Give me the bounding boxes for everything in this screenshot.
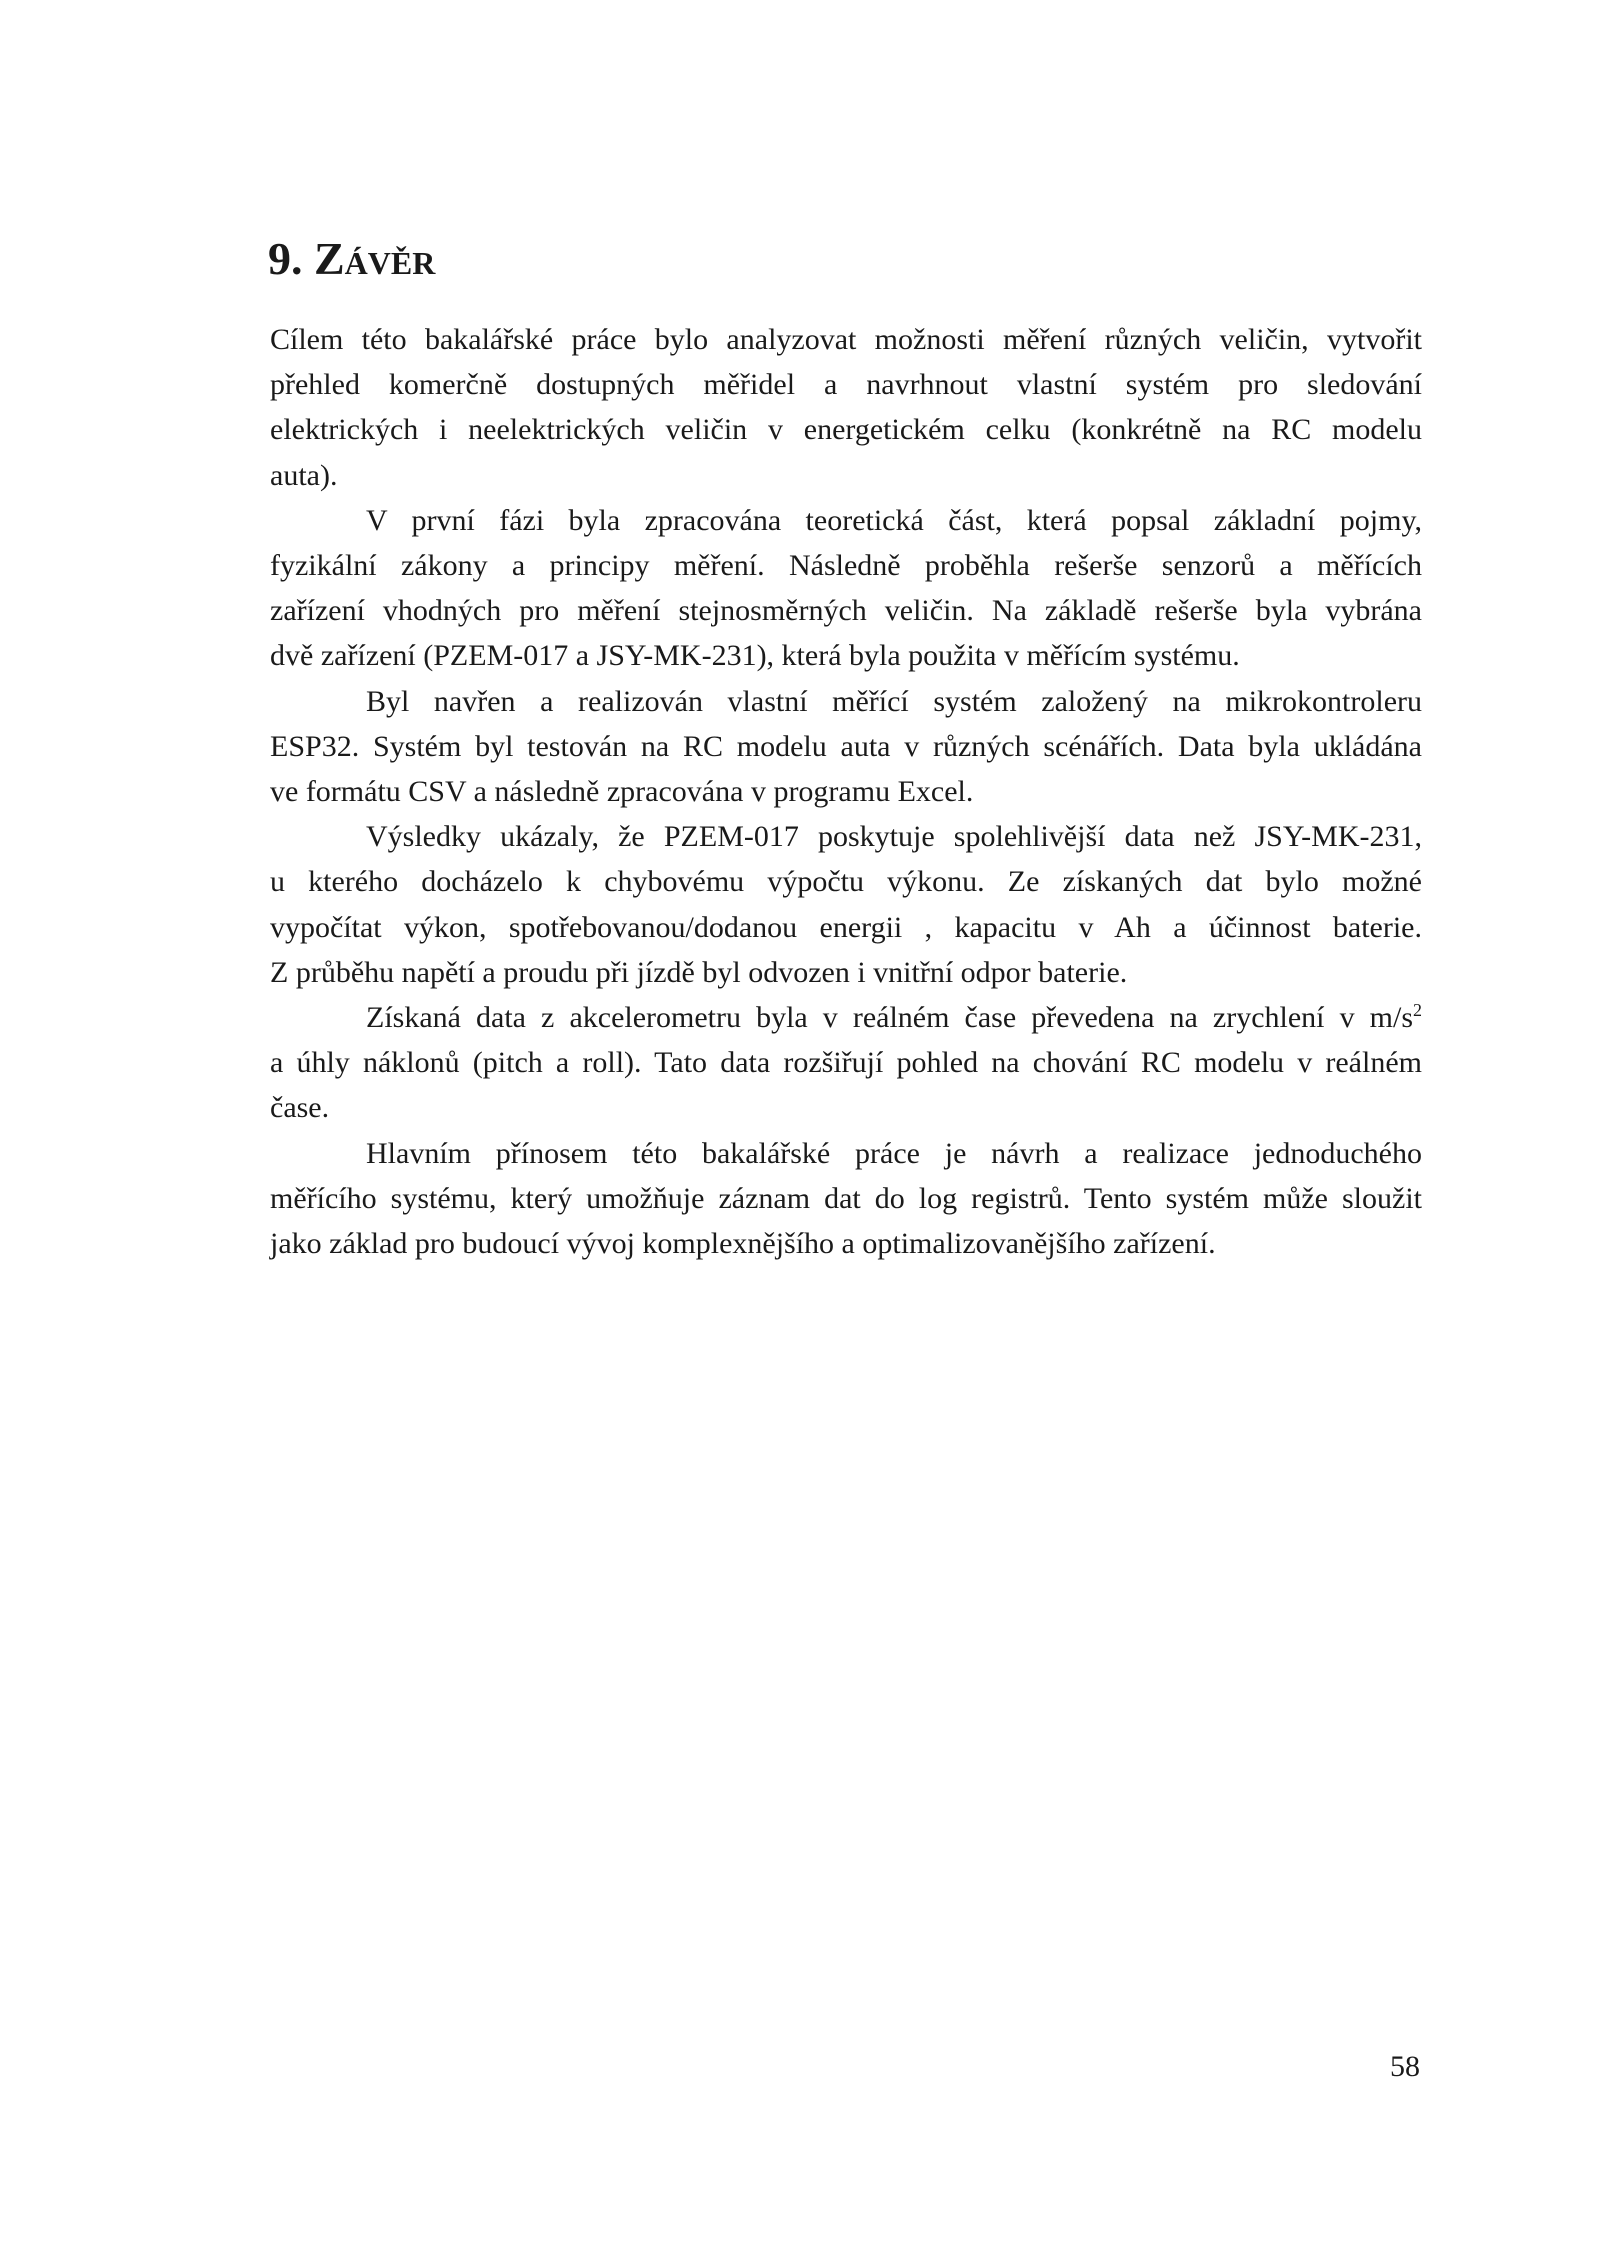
text-line: jako základ pro budoucí vývoj komplexnějšího a optimalizovanějšího zařízení. [270, 1227, 1216, 1261]
chapter-body [270, 317, 1422, 1266]
text-line: Z průběhu napětí a proudu při jízdě byl odvozen i vnitřní odpor baterie. [270, 955, 1128, 989]
text-line: vypočítat výkon, spotřebovanou/dodanou energii , kapacitu v Ah a účinnost baterie. [270, 910, 1422, 944]
paragraph [270, 317, 1422, 498]
text-line: čase. [270, 1091, 330, 1125]
paragraph [270, 1131, 1422, 1267]
paragraph [270, 498, 1422, 679]
text-line: přehled komerčně dostupných měřidel a navrhnout vlastní systém pro sledování [270, 368, 1422, 402]
chapter-title: Závěr [314, 233, 436, 284]
text-line: Byl navřen a realizován vlastní měřící systém založený na mikrokontroleru [366, 684, 1422, 718]
text-line [270, 995, 1422, 1040]
text-line: elektrických i neelektrických veličin v energetickém celku (konkrétně na RC modelu [270, 413, 1422, 447]
text-line: u kterého docházelo k chybovému výpočtu výkonu. Ze získaných dat bylo možné [270, 865, 1422, 899]
text-line: Hlavním přínosem této bakalářské práce je návrh a realizace jednoduchého [366, 1136, 1422, 1170]
text-line: zařízení vhodných pro měření stejnosměrných veličin. Na základě rešerše byla vybrána [270, 594, 1422, 628]
text-line: dvě zařízení (PZEM-017 a JSY-MK-231), která byla použita v měřícím systému. [270, 639, 1240, 673]
text-line: Výsledky ukázaly, že PZEM-017 poskytuje spolehlivější data než JSY-MK-231, [366, 820, 1422, 854]
text-line: fyzikální zákony a principy měření. Následně proběhla rešerše senzorů a měřících [270, 549, 1422, 583]
text-line: V první fázi byla zpracována teoretická část, která popsal základní pojmy, [366, 503, 1422, 537]
text-line: Cílem této bakalářské práce bylo analyzovat možnosti měření různých veličin, vytvořit [270, 323, 1422, 356]
text-line: auta). [270, 458, 338, 492]
paragraph [270, 814, 1422, 995]
chapter-heading [268, 232, 435, 285]
chapter-number: 9. [268, 233, 303, 284]
text-line: ESP32. Systém byl testován na RC modelu auta v různých scénářích. Data byla ukládána [270, 729, 1422, 763]
superscript: 2 [1413, 1000, 1422, 1021]
page-number: 58 [1390, 2050, 1420, 2083]
text-line: ve formátu CSV a následně zpracována v programu Excel. [270, 775, 974, 809]
text-line: a úhly náklonů (pitch a roll). Tato data rozšiřují pohled na chování RC modelu v reálném [270, 1046, 1422, 1080]
text-line: měřícího systému, který umožňuje záznam dat do log registrů. Tento systém může sloužit [270, 1181, 1422, 1215]
paragraph [270, 995, 1422, 1131]
text-line-content: Získaná data z akcelerometru byla v reálném čase převedena na zrychlení v m/s [366, 1001, 1413, 1035]
paragraph [270, 679, 1422, 815]
